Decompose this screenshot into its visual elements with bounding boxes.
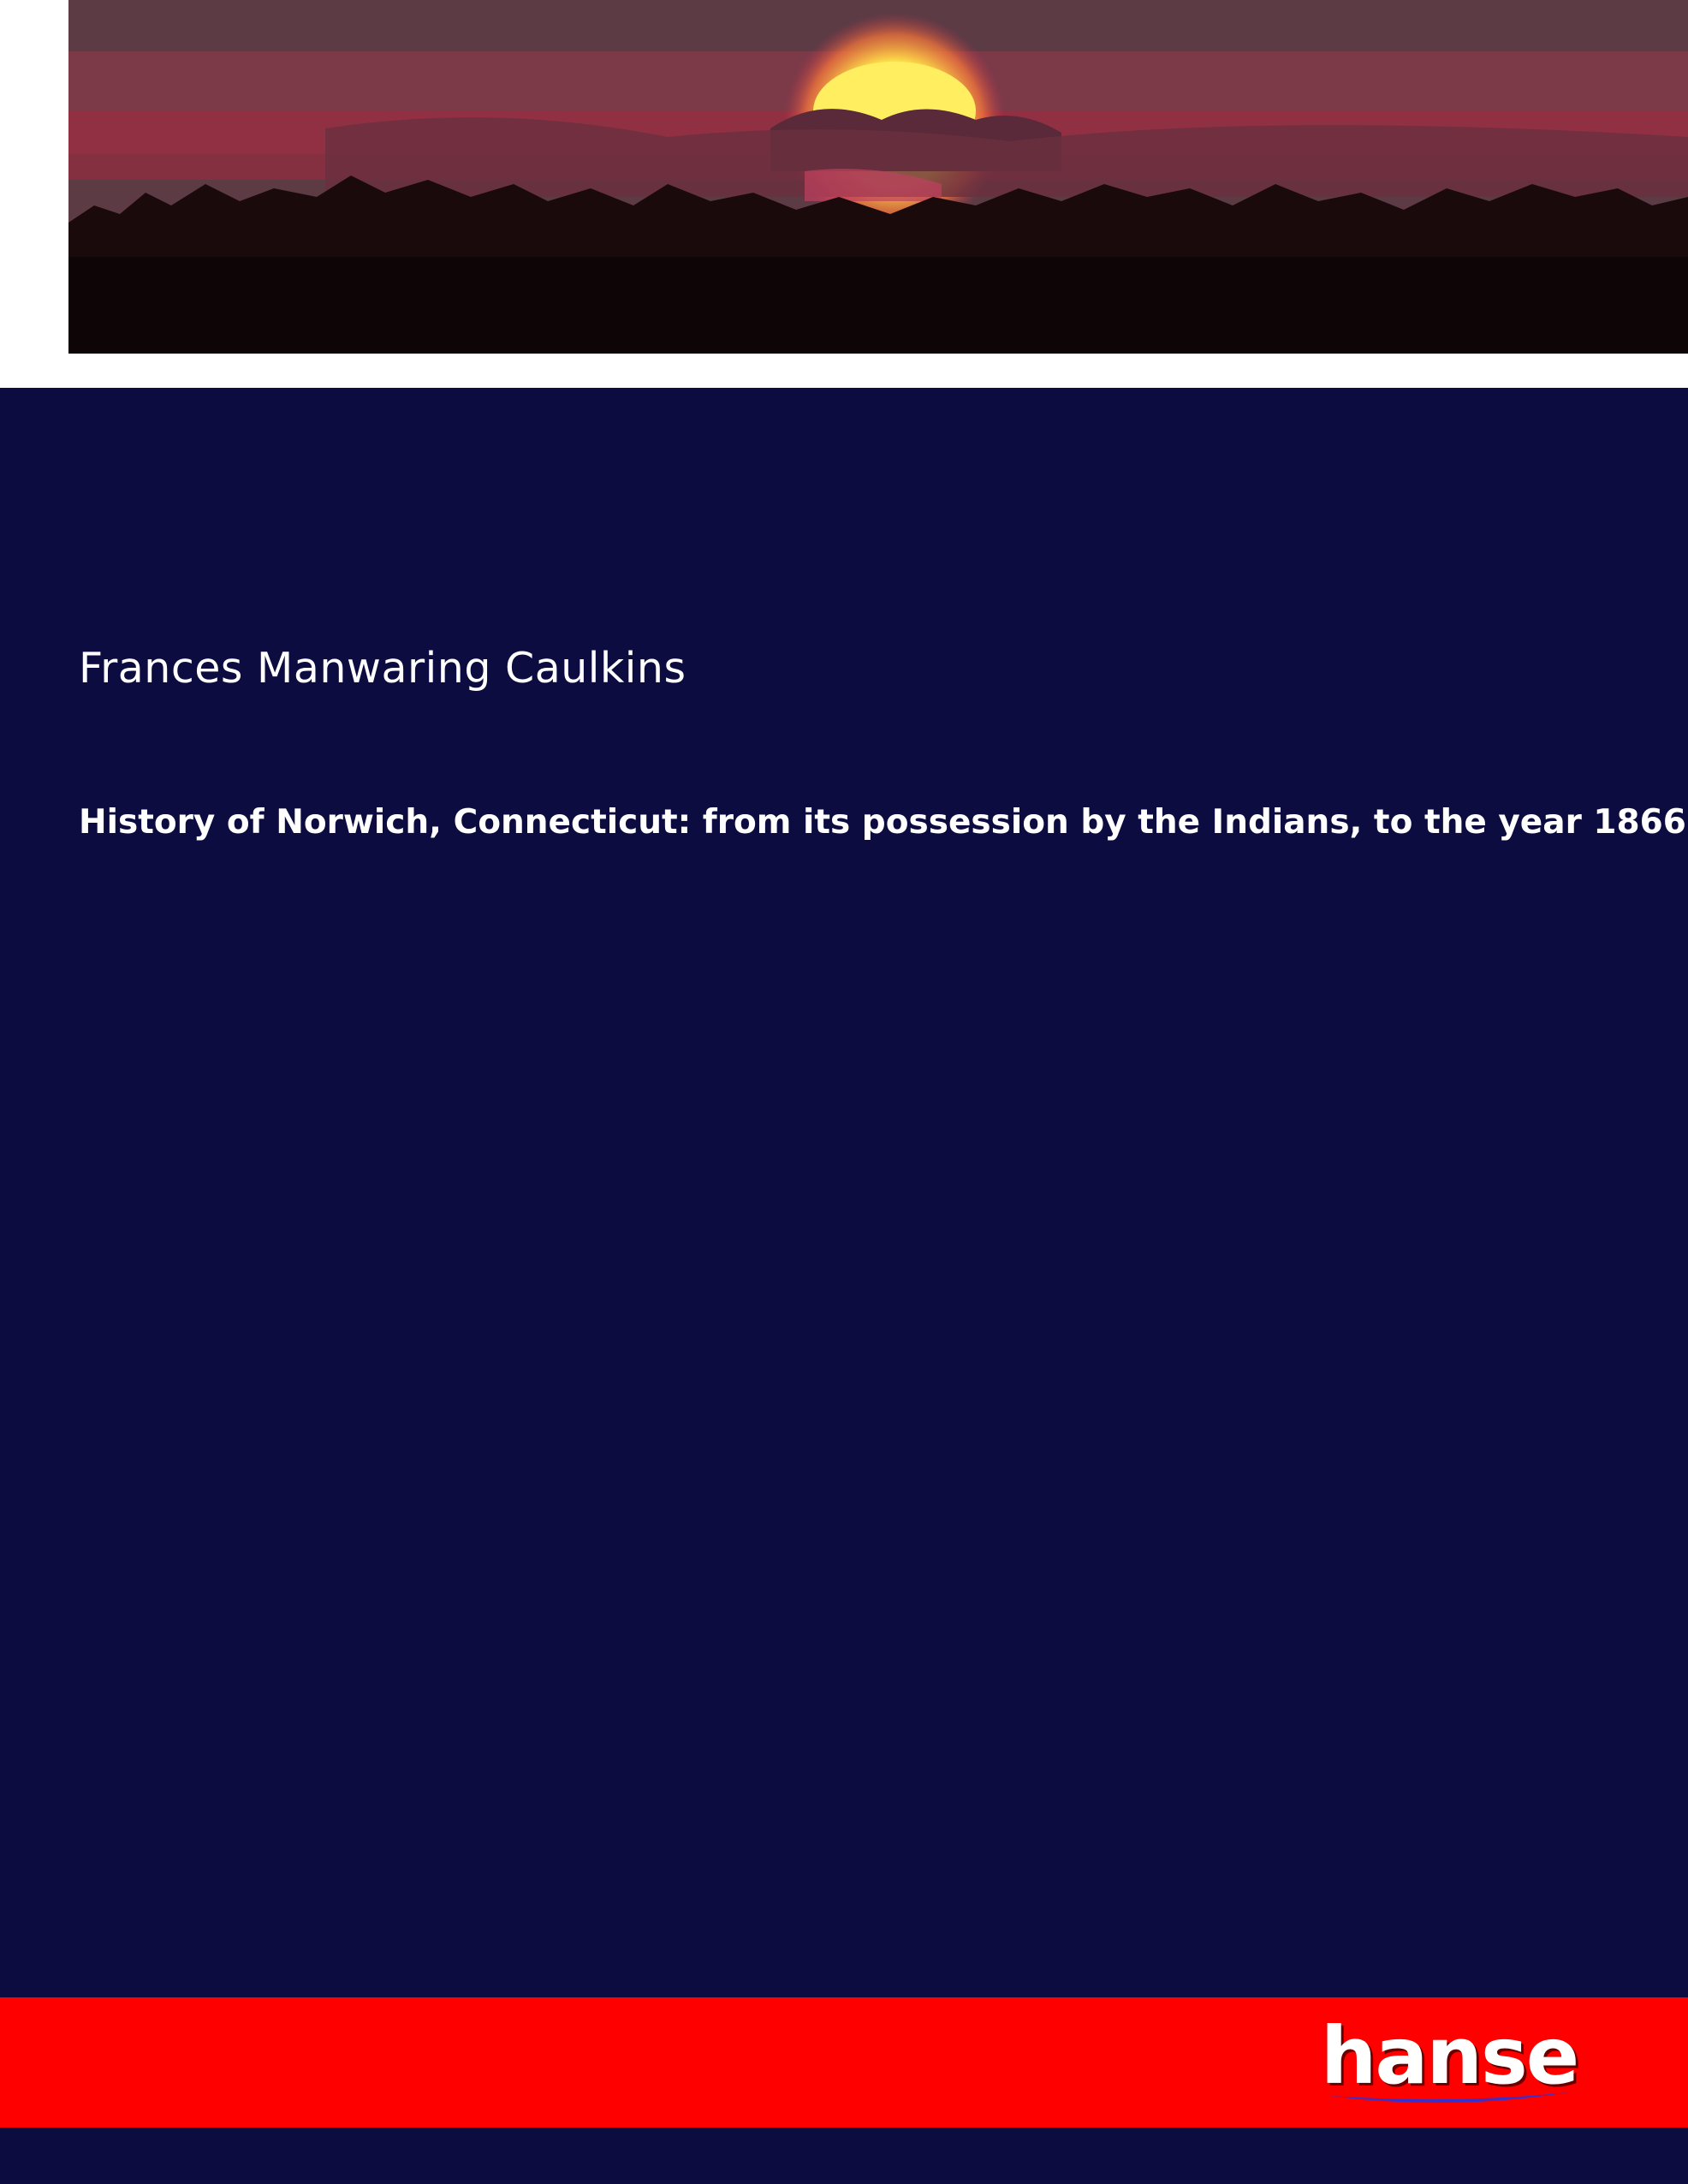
- sunset-image-graphic: [68, 0, 1688, 354]
- sunset-photo: [68, 0, 1688, 354]
- hanse-logo: [1317, 2010, 1582, 2111]
- bottom-band: [0, 2127, 1688, 2184]
- header-band: [0, 0, 1688, 388]
- hanse-logo-text: hanse: [1320, 2010, 1578, 2102]
- book-title: History of Norwich, Connecticut: from its possession by the Indians, to the year 1866: [79, 803, 1686, 842]
- cover-body: [0, 388, 1688, 1997]
- author-name: Frances Manwaring Caulkins: [79, 644, 686, 693]
- logo-swoosh-icon: [1325, 2086, 1573, 2111]
